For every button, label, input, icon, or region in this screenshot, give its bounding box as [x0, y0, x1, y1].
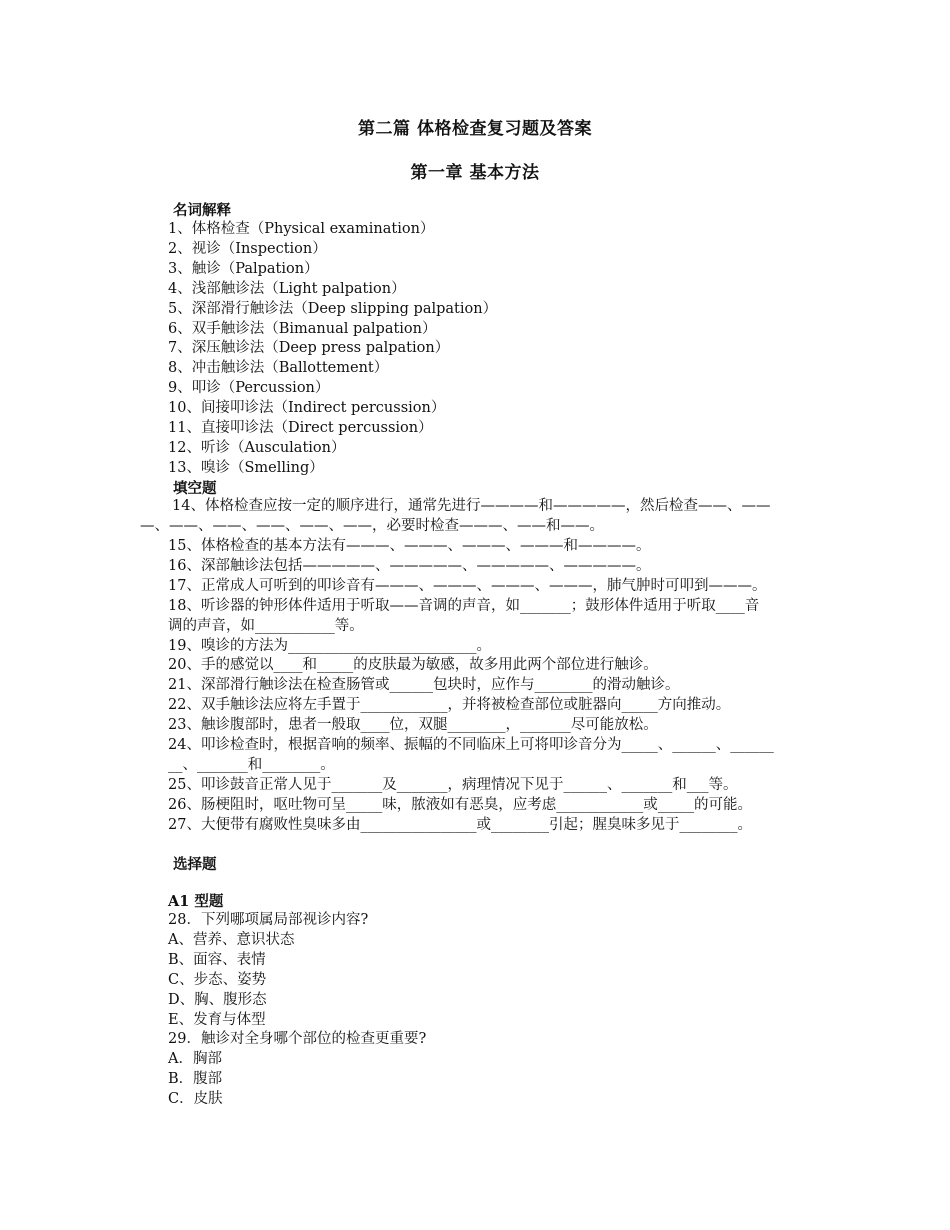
fill-question: 19、嗅诊的方法为__________________________。 — [168, 637, 491, 654]
fill-question-14 — [140, 497, 816, 537]
fill-heading: 填空题 — [173, 480, 217, 497]
term-item: 8、冲击触诊法（Ballottement） — [168, 360, 389, 377]
fill-question: 27、大便带有腐败性臭味多由________________或________引起；腥臭味多见于________。 — [168, 816, 752, 833]
term-item: 13、嗅诊（Smelling） — [168, 459, 324, 476]
answer-option: D、胸、腹形态 — [168, 991, 267, 1008]
answer-option: A、营养、意识状态 — [168, 931, 295, 948]
term-item: 7、深压触诊法（Deep press palpation） — [168, 340, 450, 357]
term-item: 3、触诊（Palpation） — [168, 260, 319, 277]
terms-list — [168, 220, 818, 479]
term-item: 4、浅部触诊法（Light palpation） — [168, 280, 406, 297]
document-title: 第二篇 体格检查复习题及答案 — [358, 119, 592, 139]
term-item: 6、双手触诊法（Bimanual palpation） — [168, 320, 437, 337]
answer-option: C、步态、姿势 — [168, 971, 267, 988]
fill-question: 16、深部触诊法包括—————、—————、—————、—————。 — [168, 557, 651, 574]
fill-question: 17、正常成人可听到的叩诊音有———、———、———、———，肺气肿时可叩到———。 — [168, 577, 767, 594]
fill-question: 25、叩诊鼓音正常人见于_______及_______，病理情况下见于______、_______和___等。 — [168, 776, 738, 793]
term-item: 2、视诊（Inspection） — [168, 240, 327, 257]
term-item: 12、听诊（Ausculation） — [168, 439, 346, 456]
terms-heading: 名词解释 — [173, 202, 231, 219]
fill-question: 21、深部滑行触诊法在检查肠管或______包块时，应作与________的滑动触诊。 — [168, 677, 680, 694]
term-item: 10、间接叩诊法（Indirect percussion） — [168, 400, 446, 417]
term-item: 11、直接叩诊法（Direct percussion） — [168, 420, 433, 437]
choice-list — [168, 911, 818, 1110]
fill-question: 23、触诊腹部时，患者一般取____位，双腿________，_______尽可能放松。 — [168, 717, 658, 734]
answer-option: E、发育与体型 — [168, 1011, 266, 1028]
choice-subheading: A1 型题 — [168, 893, 224, 910]
fill-question: 22、双手触诊法应将左手置于____________，并将被检查部位或脏器向_____方向推动。 — [168, 697, 731, 714]
term-item: 5、深部滑行触诊法（Deep slipping palpation） — [168, 300, 498, 317]
fill-question-line: —、——、——、——、——、——，必要时检查———、——和——。 — [140, 517, 604, 534]
fill-list — [168, 537, 818, 836]
choice-heading: 选择题 — [173, 856, 217, 873]
term-item: 9、叩诊（Percussion） — [168, 380, 330, 397]
fill-question: 24、叩诊检查时，根据音响的频率、振幅的不同临床上可将叩诊音分为_____、______、______ — [168, 737, 774, 754]
term-item: 1、体格检查（Physical examination） — [168, 221, 435, 237]
fill-question: 18、听诊器的钟形体件适用于听取——音调的声音，如_______；鼓形体件适用于听取____音 — [168, 597, 760, 614]
fill-question: 15、体格检查的基本方法有———、———、———、———和————。 — [168, 538, 651, 554]
fill-question: 26、肠梗阻时，呕吐物可呈_____味，脓液如有恶臭，应考虑____________或_____的可能。 — [168, 796, 752, 813]
question-stem: 28．下列哪项属局部视诊内容? — [168, 912, 369, 928]
fill-question-continued: 调的声音，如___________等。 — [168, 617, 364, 634]
question-stem: 29．触诊对全身哪个部位的检查更重要? — [168, 1031, 427, 1048]
answer-option: B、面容、表情 — [168, 951, 266, 968]
chapter-title: 第一章 基本方法 — [410, 163, 540, 183]
fill-question-line: 14、体格检查应按一定的顺序进行，通常先进行————和—————，然后检查——、—— — [172, 498, 771, 514]
fill-question-continued: __、_______和________。 — [168, 756, 335, 773]
fill-question: 20、手的感觉以____和_____的皮肤最为敏感，故多用此两个部位进行触诊。 — [168, 657, 658, 674]
answer-option: C．皮肤 — [168, 1091, 223, 1108]
answer-option: A．胸部 — [168, 1051, 222, 1068]
answer-option: B．腹部 — [168, 1071, 223, 1088]
